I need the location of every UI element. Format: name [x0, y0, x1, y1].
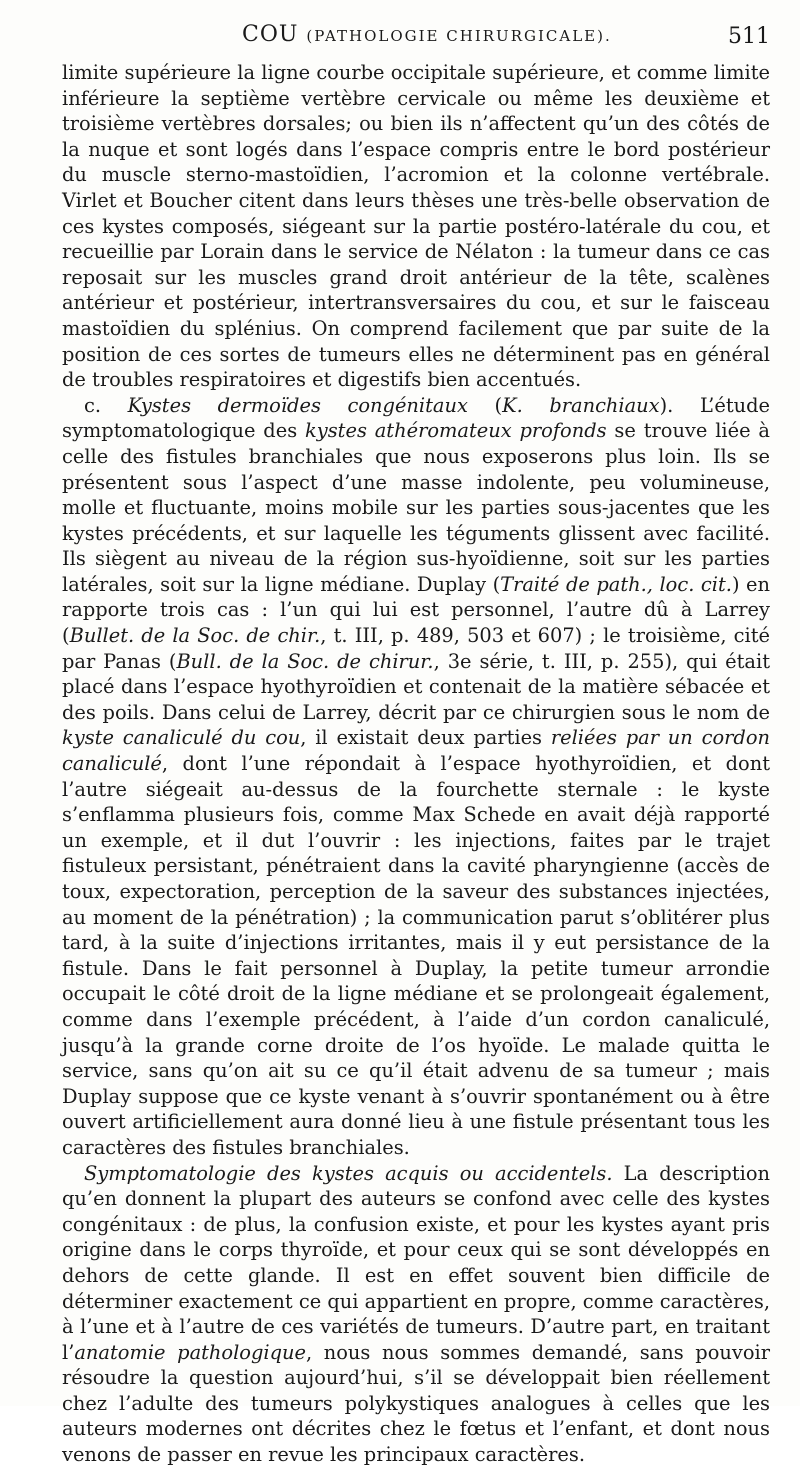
- citation: Bullet. de la Soc. de chir.: [69, 624, 321, 648]
- paragraph-dermoid-cysts: [62, 393, 770, 1161]
- running-title: [242, 22, 612, 47]
- title-main: COU: [242, 22, 299, 47]
- text-run: (: [467, 393, 503, 417]
- emphasis: kystes athéromateux profonds: [305, 419, 607, 443]
- body-text: [62, 60, 770, 1468]
- emphasis: kyste canaliculé du cou: [62, 726, 301, 750]
- text-run: , nous nous sommes demandé, sans pouvoir résoudre la question aujourd’hui, s’il se développait bien réellement chez l’adulte des tumeurs polykystiques analogues à celles que les auteurs modernes ont décrites chez le fœtus et l’enfant, et dont nous venons de passer en revue les principaux caractères.: [62, 1340, 770, 1467]
- text-run: ) en rapporte trois cas : l’un qui lui est personnel, l’autre dû à Larrey (: [62, 572, 771, 648]
- page-number: 511: [728, 24, 770, 49]
- section-heading: Kystes dermoïdes congénitaux: [127, 393, 468, 417]
- section-letter: c.: [84, 393, 102, 417]
- text-run: se trouve liée à celle des fistules branchiales que nous exposerons plus loin. Ils se présentent sous l’aspect d’une masse indolente, peu volumineuse, molle et fluctuante, moins mobile sur les parties sous-jacentes que les kystes précédents, et sur laquelle les téguments glissent avec facilité. Ils siègent au niveau de la région sus-hyoïdienne, soit sur les parties latérales, soit sur la ligne médiane. Duplay (: [62, 419, 770, 596]
- text-run: La description qu’en donnent la plupart des auteurs se confond avec celle des kystes congénitaux : de plus, la confusion existe, et pour les kystes ayant pris origine dans le corps thyroïde, et pour ceux qui se sont développés en dehors de cette glande. Il est en effet souvent bien difficile de déterminer exactement ce qui appartient en propre, comme caractères, à l’une et à l’autre de ces variétés de tumeurs. D’autre part, en traitant l’: [62, 1161, 770, 1364]
- running-header: [62, 16, 770, 56]
- text-run: , t. III, p. 489, 503 et 607) ; le troisième, cité par Panas (: [62, 624, 770, 673]
- text-run: , dont l’une répondait à l’espace hyothyroïdien, et dont l’autre siégeait au-dessus de la fourchette sternale : le kyste s’enflamma plusieurs fois, comme Max Schede en avait déjà rapporté un exemple, et il dut l’ouvrir : les injections, faites par le trajet fistuleux persistant, pénétraient dans la cavité pharyngienne (accès de toux, expectoration, perception de la saveur des substances injectées, au moment de la pénétration) ; la communication parut s’oblitérer plus tard, à la suite d’injections irritantes, mais il y eut persistance de la fistule. Dans le fait personnel à Duplay, la petite tumeur arrondie occupait le côté droit de la ligne médiane et se prolongeait également, comme dans l’exemple précédent, à l’aide d’un cordon canaliculé, jusqu’à la grande corne droite de l’os hyoïde. Le malade quitta le service, sans qu’on ait su ce qu’il était advenu de sa tumeur ; mais Duplay suppose que ce kyste venant à s’ouvrir spontanément ou à être ouvert artificiellement aura donné lieu à une fistule présentant tous les caractères des fistules branchiales.: [62, 752, 770, 1159]
- section-heading: Symptomatologie des kystes acquis ou accidentels.: [84, 1161, 613, 1185]
- citation: Traité de path., loc. cit.: [500, 572, 732, 596]
- paragraph-continued: limite supérieure la ligne courbe occipitale supérieure, et comme limite inférieure la septième vertèbre cervicale ou même les deuxième et troisième vertèbres dorsales; ou bien ils n’affectent qu’un des côtés de la nuque et sont logés dans l’espace compris entre le bord postérieur du muscle sterno-mastoïdien, l’acromion et la colonne vertébrale. Virlet et Boucher citent dans leurs thèses une très-belle observation de ces kystes composés, siégeant sur la partie postéro-latérale du cou, et recueillie par Lorain dans le service de Nélaton : la tumeur dans ce cas reposait sur les muscles grand droit antérieur de la tête, scalènes antérieur et postérieur, intertransversaires du cou, et sur le faisceau mastoïdien du splénius. On comprend facilement que par suite de la position de ces sortes de tumeurs elles ne déterminent pas en général de troubles respiratoires et digestifs bien accentués.: [62, 61, 770, 392]
- citation: Bull. de la Soc. de chirur.: [176, 649, 434, 673]
- text-run: ). L’étude symptomatologique des: [62, 393, 770, 443]
- section-subheading: K. branchiaux: [502, 393, 660, 417]
- text-run: , 3e série, t. III, p. 255), qui était placé dans l’espace hyothyroïdien et contenait de la matière sébacée et des poils. Dans celui de Larrey, décrit par ce chirurgien sous le nom de: [62, 649, 770, 724]
- text-run: , il existait deux parties: [300, 726, 551, 750]
- paragraph-acquired-cysts: [62, 1161, 770, 1468]
- title-sub: (PATHOLOGIE CHIRURGICALE).: [306, 27, 612, 45]
- emphasis: reliées par un cordon canaliculé: [62, 726, 770, 776]
- emphasis: anatomie pathologique: [74, 1340, 306, 1364]
